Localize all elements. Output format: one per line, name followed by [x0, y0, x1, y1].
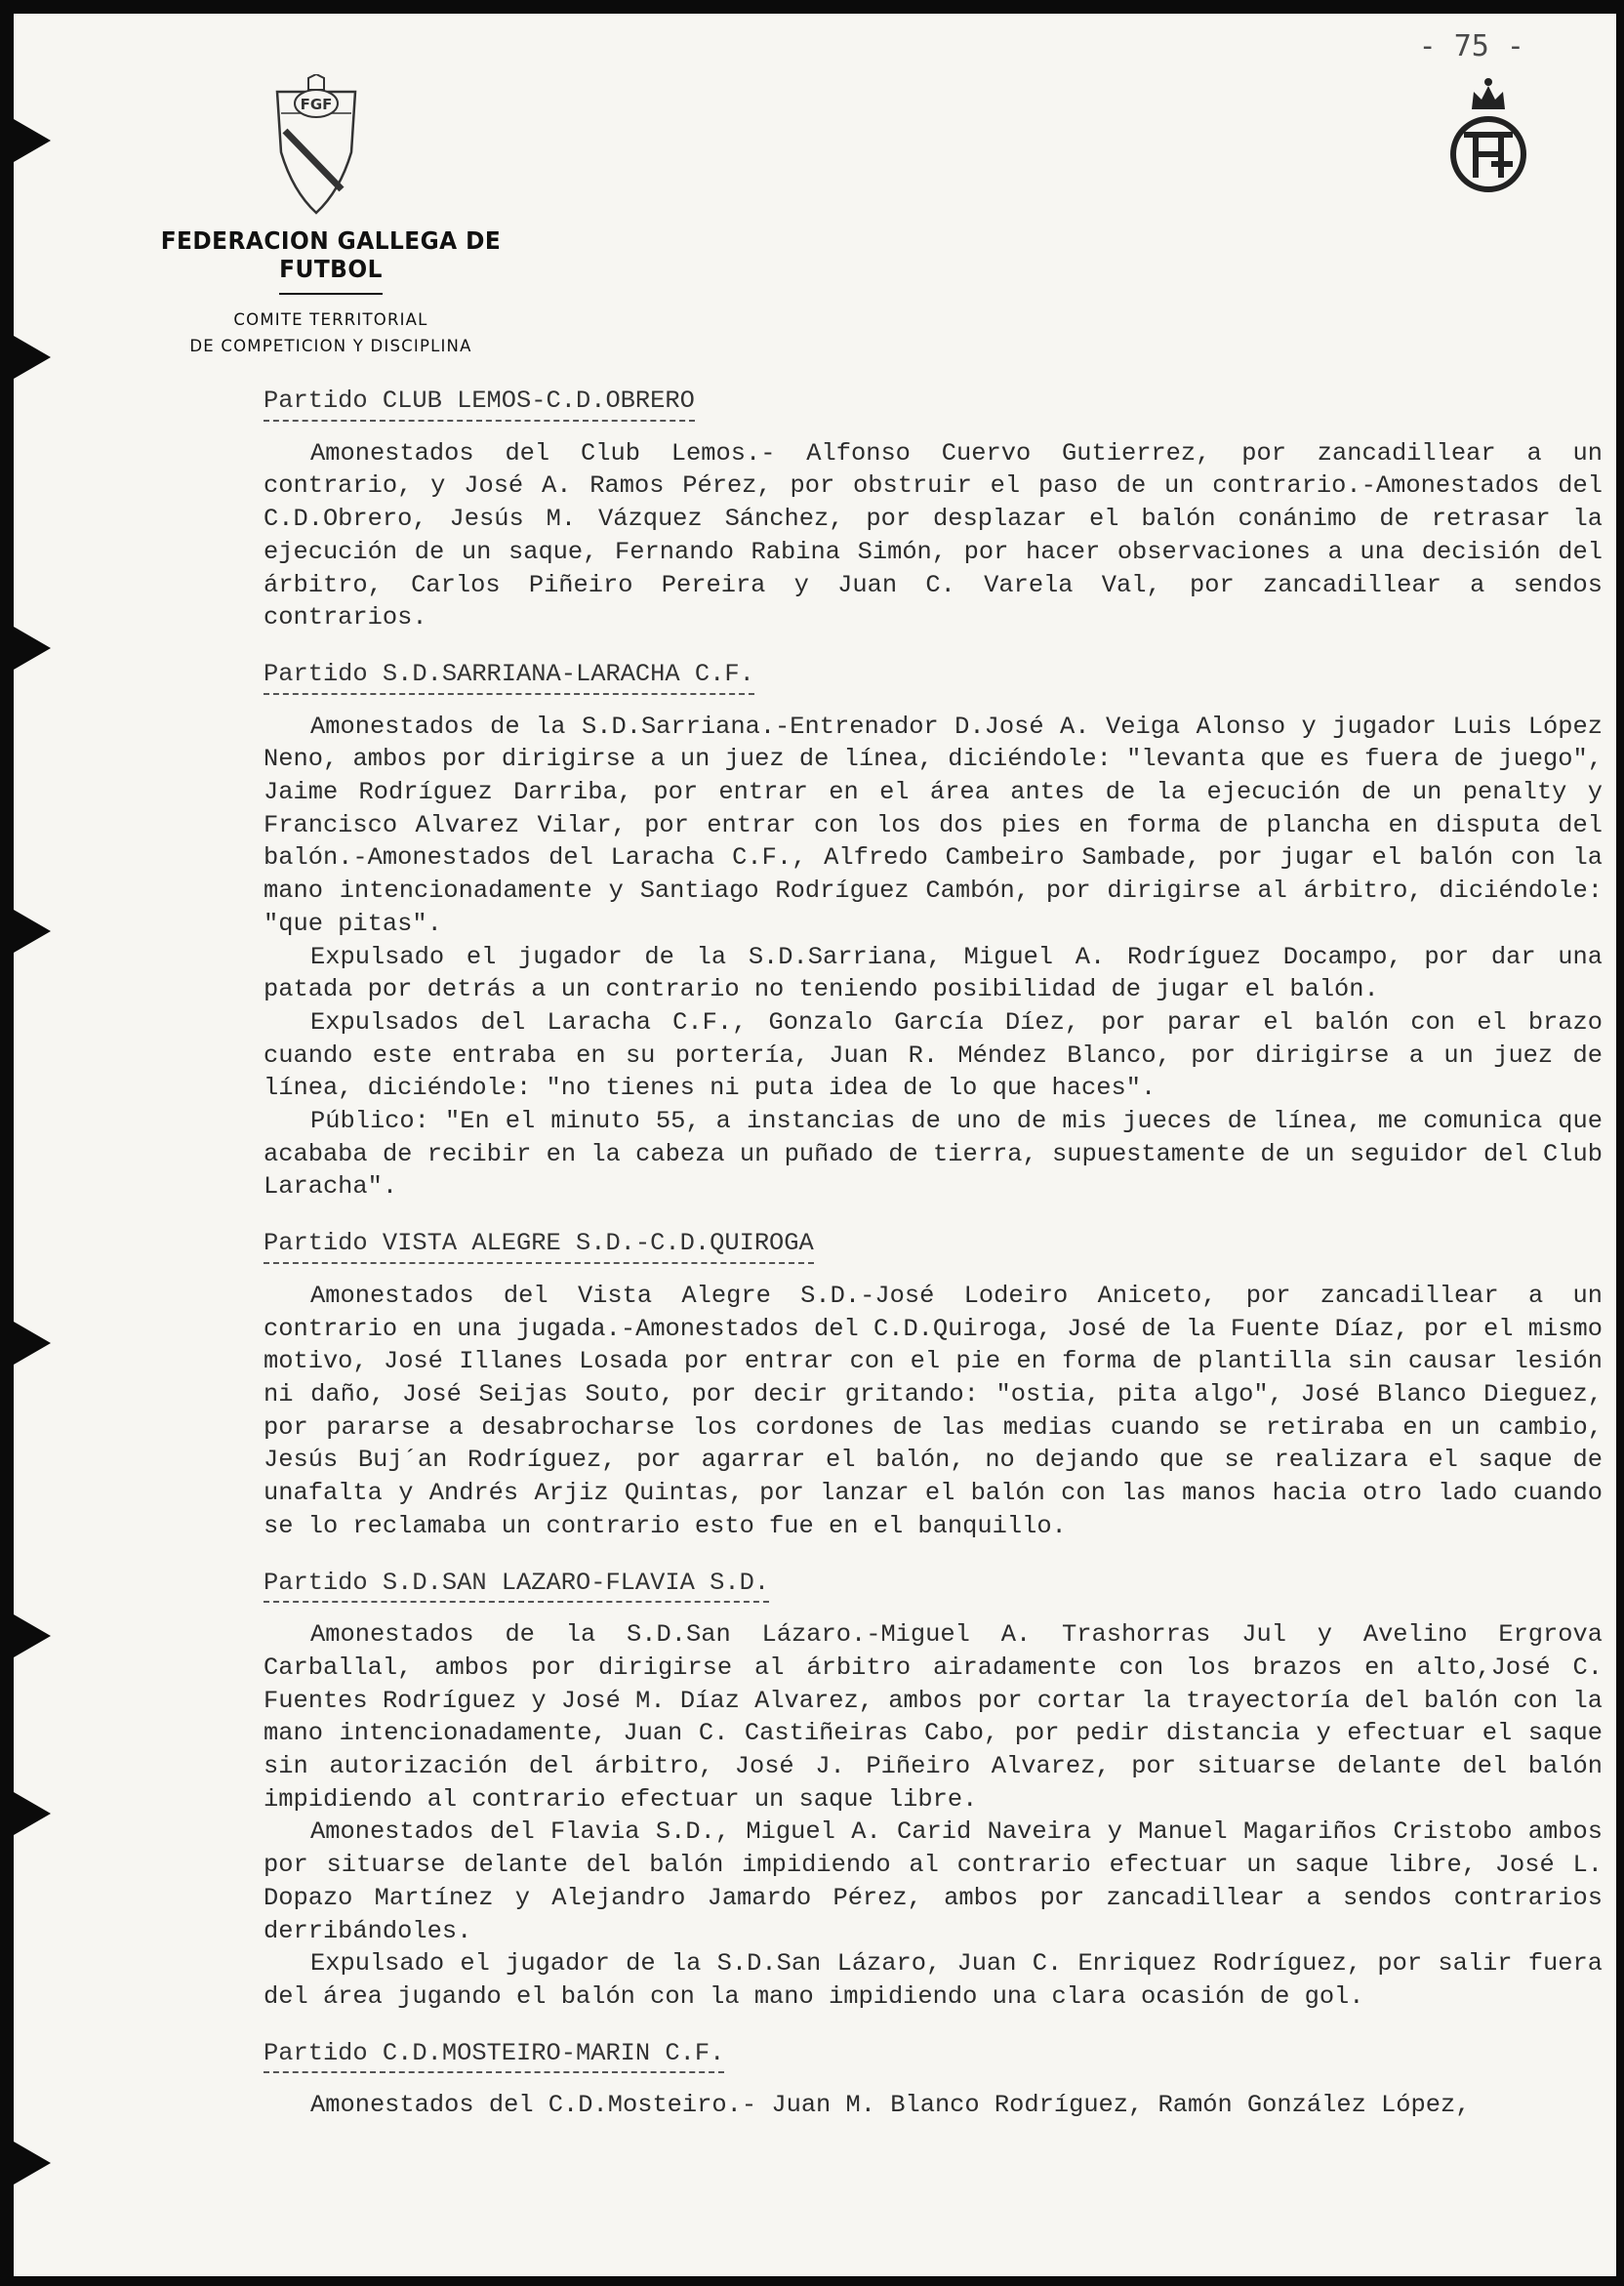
match-title: Partido S.D.SAN LAZARO-FLAVIA S.D. [264, 1567, 769, 1604]
paragraph: Amonestados del Flavia S.D., Miguel A. Carid Naveira y Manuel Magariños Cristobo ambos por situarse delante del balón impidiendo al contrario efectuar un saque libre, José L. Dopazo Martínez y Alejandro Jamardo Pérez, ambos por zancadillear a sendos contrarios derribándoles. [264, 1817, 1603, 1945]
paragraph: Expulsado el jugador de la S.D.San Lázaro, Juan C. Enriquez Rodríguez, por salir fuera del área jugando el balón con la mano impidiendo una clara ocasión de gol. [264, 1949, 1603, 2011]
organization-name: FEDERACION GALLEGA DE FUTBOL [160, 226, 502, 283]
edge-tear [14, 1792, 51, 1835]
royal-federation-emblem-logo [1444, 76, 1532, 203]
paragraph: Expulsados del Laracha C.F., Gonzalo García Díez, por parar el balón con el brazo cuando este entraba en su portería, Juan R. Méndez Blanco, por dirigirse a un juez de línea, diciéndole: "no tienes ni puta idea de lo que haces". [264, 1007, 1603, 1103]
paragraph: Amonestados del C.D.Mosteiro.- Juan M. Blanco Rodríguez, Ramón González López, [310, 2091, 1471, 2120]
document-body [264, 379, 1603, 2140]
edge-tear [14, 119, 51, 162]
match-title: Partido CLUB LEMOS-C.D.OBRERO [264, 385, 695, 422]
paragraph: Amonestados del Club Lemos.- Alfonso Cuervo Gutierrez, por zancadillear a un contrario, y José A. Ramos Pérez, por obstruir el paso de un contrario.-Amonestados del C.D.Obrero, Jesús M. Vázquez Sánchez, por desplazar el balón conánimo de retrasar la ejecución de un saque, Fernando Rabina Simón, por hacer observaciones a una decisión del árbitro, Carlos Piñeiro Pereira y Juan C. Varela Val, por zancadillear a sendos contrarios. [264, 438, 1603, 633]
match-section [264, 1221, 1603, 1542]
match-section [264, 379, 1603, 634]
header-divider [279, 293, 383, 295]
page-number: - 75 - [1418, 29, 1524, 63]
paragraph: Amonestados del Vista Alegre S.D.-José Lodeiro Aniceto, por zancadillear a un contrario en una jugada.-Amonestados del C.D.Quiroga, José de la Fuente Díaz, por el mismo motivo, José Illanes Losada por entrar con el pie en forma de plantilla sin causar lesión ni daño, José Seijas Souto, por decir gritando: "ostia, pita algo", José Blanco Dieguez, por pararse a desabrocharse los cordones de las medias cuando se retiraba en un cambio, Jesús Buj´an Rodríguez, por agarrar el balón, no dejando que se realizara el saque de unafalta y Andrés Arjiz Quintas, por lanzar el balón con las manos hacia otro lado cuando se lo reclamaba un contrario esto fue en el banquillo. [264, 1281, 1603, 1540]
paragraph: Público: "En el minuto 55, a instancias de uno de mis jueces de línea, me comunica que acababa de recibir en la cabeza un puñado de tierra, supuestamente de un seguidor del Club Laracha". [264, 1107, 1603, 1202]
federation-shield-logo [269, 74, 363, 219]
match-title: Partido VISTA ALEGRE S.D.-C.D.QUIROGA [264, 1227, 814, 1264]
paragraph: Expulsado el jugador de la S.D.Sarriana, Miguel A. Rodríguez Docampo, por dar una patada por detrás a un contrario no teniendo posibilidad de jugar el balón. [264, 942, 1603, 1004]
edge-tear [14, 627, 51, 670]
document-page [14, 14, 1616, 2276]
edge-tear [14, 1614, 51, 1657]
paragraph: Amonestados de la S.D.San Lázaro.-Miguel A. Trashorras Jul y Avelino Ergrova Carballal, ambos por dirigirse al árbitro airadamente con los brazos en alto,José C. Fuentes Rodríguez y José M. Díaz Alvarez, ambos por cortar la trayectoría del balón con la mano intencionadamente, Juan C. Castiñeiras Cabo, por pedir distancia y efectuar el saque sin autorización del árbitro, José J. Piñeiro Alvarez, por situarse delante del balón impidiendo al contrario efectuar un saque libre. [264, 1620, 1603, 1814]
match-section [264, 1561, 1603, 2014]
edge-tear [14, 1322, 51, 1365]
edge-tear [14, 2142, 51, 2184]
organization-subtitle-line-2: DE COMPETICION Y DISCIPLINA [189, 337, 472, 355]
paragraph: Amonestados de la S.D.Sarriana.-Entrenador D.José A. Veiga Alonso y jugador Luis López Neno, ambos por dirigirse a un juez de línea, diciéndole: "levanta que es fuera de juego", Jaime Rodríguez Darriba, por entrar en el área antes de la ejecución de un penalty y Francisco Alvarez Vilar, por entrar con los dos pies en forma de plancha en disputa del balón.-Amonestados del Laracha C.F., Alfredo Cambeiro Sambade, por jugar el balón con la mano intencionadamente y Santiago Rodríguez Cambón, por dirigirse al árbitro, diciéndole: "que pitas". [264, 712, 1603, 938]
match-title: Partido C.D.MOSTEIRO-MARIN C.F. [264, 2037, 724, 2074]
match-title: Partido S.D.SARRIANA-LARACHA C.F. [264, 658, 754, 695]
edge-tear [14, 910, 51, 953]
edge-tear [14, 336, 51, 379]
match-section [264, 652, 1603, 1204]
svg-text:FGF: FGF [300, 96, 333, 113]
organization-subtitle-line-1: COMITE TERRITORIAL [233, 310, 428, 329]
match-section [264, 2031, 1603, 2122]
organization-header [102, 226, 560, 359]
